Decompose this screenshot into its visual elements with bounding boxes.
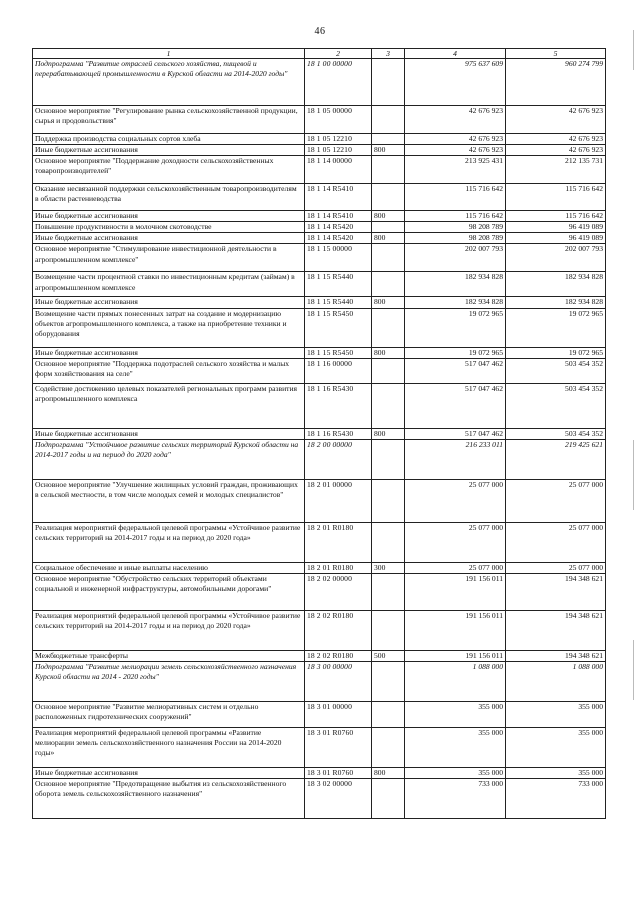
row-amount-year2-cell: 42 676 923 xyxy=(506,106,606,134)
table-row xyxy=(33,297,606,308)
row-amount-year1-cell: 25 077 000 xyxy=(405,562,506,573)
row-amount-year2-cell: 19 072 965 xyxy=(506,308,606,347)
row-amount-year1-cell: 517 047 462 xyxy=(405,428,506,439)
row-amount-year1-cell: 42 676 923 xyxy=(405,106,506,134)
table-row xyxy=(33,610,606,650)
table-row xyxy=(33,650,606,661)
row-expense-type-cell xyxy=(372,308,405,347)
table-row xyxy=(33,59,606,106)
table-row xyxy=(33,573,606,610)
row-amount-year2-cell: 503 454 352 xyxy=(506,428,606,439)
row-expense-type-cell xyxy=(372,573,405,610)
row-expense-type-cell xyxy=(372,156,405,184)
row-code-cell: 18 1 16 R5430 xyxy=(305,383,372,428)
row-name-cell: Иные бюджетные ассигнования xyxy=(33,297,305,308)
row-name-cell: Содействие достижению целевых показателей региональных программ развития агропромышленного комплекса xyxy=(33,383,305,428)
row-amount-year1-cell: 216 233 011 xyxy=(405,439,506,479)
row-amount-year1-cell: 115 716 642 xyxy=(405,184,506,211)
row-amount-year1-cell: 42 676 923 xyxy=(405,145,506,156)
table-header-row xyxy=(33,49,606,59)
row-code-cell: 18 2 01 R0180 xyxy=(305,522,372,562)
row-name-cell: Реализация мероприятий федеральной целевой программы «Развитие мелиорации земель сельскохозяйственного назначения России на 2014-2020 годы» xyxy=(33,727,305,767)
row-expense-type-cell: 800 xyxy=(372,767,405,778)
page-number: 46 xyxy=(314,26,326,37)
row-code-cell: 18 3 00 00000 xyxy=(305,661,372,701)
row-amount-year2-cell: 115 716 642 xyxy=(506,184,606,211)
row-code-cell: 18 1 05 12210 xyxy=(305,145,372,156)
scan-edge-mark xyxy=(633,640,634,700)
row-code-cell: 18 3 02 00000 xyxy=(305,779,372,819)
row-amount-year1-cell: 19 072 965 xyxy=(405,308,506,347)
row-expense-type-cell xyxy=(372,701,405,727)
row-name-cell: Поддержка производства социальных сортов хлеба xyxy=(33,134,305,145)
header-col-2: 2 xyxy=(305,49,372,59)
row-amount-year2-cell: 194 348 621 xyxy=(506,573,606,610)
row-amount-year1-cell: 115 716 642 xyxy=(405,211,506,222)
table-row xyxy=(33,211,606,222)
row-amount-year2-cell: 194 348 621 xyxy=(506,610,606,650)
table-row xyxy=(33,222,606,233)
row-expense-type-cell: 500 xyxy=(372,650,405,661)
row-amount-year1-cell: 19 072 965 xyxy=(405,347,506,358)
row-name-cell: Иные бюджетные ассигнования xyxy=(33,767,305,778)
row-name-cell: Иные бюджетные ассигнования xyxy=(33,347,305,358)
row-amount-year1-cell: 25 077 000 xyxy=(405,479,506,522)
row-amount-year1-cell: 202 007 793 xyxy=(405,244,506,272)
row-expense-type-cell: 800 xyxy=(372,233,405,244)
row-amount-year2-cell: 25 077 000 xyxy=(506,522,606,562)
row-code-cell: 18 1 14 00000 xyxy=(305,156,372,184)
row-amount-year2-cell: 355 000 xyxy=(506,727,606,767)
row-amount-year2-cell: 19 072 965 xyxy=(506,347,606,358)
row-code-cell: 18 2 02 R0180 xyxy=(305,610,372,650)
row-amount-year2-cell: 1 088 000 xyxy=(506,661,606,701)
row-name-cell: Возмещение части прямых понесенных затрат на создание и модернизацию объектов агропромышленного комплекса, а также на приобретение техники и оборудования xyxy=(33,308,305,347)
row-code-cell: 18 2 01 00000 xyxy=(305,479,372,522)
row-name-cell: Реализация мероприятий федеральной целевой программы «Устойчивое развитие сельских территорий на 2014-2017 годы и на период до 2020 года» xyxy=(33,522,305,562)
row-amount-year2-cell: 42 676 923 xyxy=(506,145,606,156)
row-amount-year1-cell: 42 676 923 xyxy=(405,134,506,145)
row-expense-type-cell xyxy=(372,610,405,650)
row-amount-year2-cell: 733 000 xyxy=(506,779,606,819)
row-name-cell: Иные бюджетные ассигнования xyxy=(33,211,305,222)
row-expense-type-cell xyxy=(372,779,405,819)
table-row xyxy=(33,522,606,562)
row-code-cell: 18 2 00 00000 xyxy=(305,439,372,479)
table-row xyxy=(33,562,606,573)
row-code-cell: 18 1 15 R5440 xyxy=(305,297,372,308)
row-name-cell: Основное мероприятие "Предотвращение выбытия из сельскохозяйственного оборота земель сельскохозяйственного назначения" xyxy=(33,779,305,819)
row-amount-year2-cell: 355 000 xyxy=(506,767,606,778)
row-name-cell: Основное мероприятие "Регулирование рынка сельскохозяйственной продукции, сырья и продовольствия" xyxy=(33,106,305,134)
row-expense-type-cell: 800 xyxy=(372,211,405,222)
row-code-cell: 18 3 01 R0760 xyxy=(305,727,372,767)
table-row xyxy=(33,244,606,272)
row-name-cell: Повышение продуктивности в молочном скотоводстве xyxy=(33,222,305,233)
row-expense-type-cell xyxy=(372,59,405,106)
row-code-cell: 18 1 14 R5420 xyxy=(305,233,372,244)
table-row xyxy=(33,347,606,358)
table-row xyxy=(33,308,606,347)
row-amount-year1-cell: 517 047 462 xyxy=(405,358,506,383)
row-name-cell: Иные бюджетные ассигнования xyxy=(33,428,305,439)
row-amount-year2-cell: 96 419 089 xyxy=(506,222,606,233)
row-amount-year1-cell: 1 088 000 xyxy=(405,661,506,701)
table-row xyxy=(33,233,606,244)
row-amount-year1-cell: 182 934 828 xyxy=(405,297,506,308)
row-amount-year1-cell: 191 156 011 xyxy=(405,573,506,610)
row-amount-year2-cell: 25 077 000 xyxy=(506,562,606,573)
row-code-cell: 18 1 14 R5420 xyxy=(305,222,372,233)
table-row xyxy=(33,383,606,428)
row-amount-year1-cell: 98 208 789 xyxy=(405,222,506,233)
row-amount-year1-cell: 98 208 789 xyxy=(405,233,506,244)
row-expense-type-cell xyxy=(372,272,405,297)
header-col-5: 5 xyxy=(506,49,606,59)
row-expense-type-cell xyxy=(372,479,405,522)
row-expense-type-cell xyxy=(372,383,405,428)
row-code-cell: 18 1 16 R5430 xyxy=(305,428,372,439)
table-row xyxy=(33,767,606,778)
scan-edge-mark xyxy=(633,30,634,70)
table-row xyxy=(33,439,606,479)
row-code-cell: 18 2 02 R0180 xyxy=(305,650,372,661)
row-name-cell: Социальное обеспечение и иные выплаты населению xyxy=(33,562,305,573)
row-expense-type-cell: 300 xyxy=(372,562,405,573)
row-code-cell: 18 2 02 00000 xyxy=(305,573,372,610)
row-code-cell: 18 1 14 R5410 xyxy=(305,184,372,211)
row-expense-type-cell xyxy=(372,439,405,479)
row-amount-year1-cell: 975 637 609 xyxy=(405,59,506,106)
row-amount-year1-cell: 213 925 431 xyxy=(405,156,506,184)
row-expense-type-cell: 800 xyxy=(372,145,405,156)
row-name-cell: Подпрограмма "Развитие мелиорации земель сельскохозяйственного назначения Курской области на 2014 - 2020 годы" xyxy=(33,661,305,701)
row-amount-year2-cell: 202 007 793 xyxy=(506,244,606,272)
row-expense-type-cell: 800 xyxy=(372,428,405,439)
table-row xyxy=(33,779,606,819)
header-col-3: 3 xyxy=(372,49,405,59)
row-amount-year2-cell: 212 135 731 xyxy=(506,156,606,184)
row-amount-year2-cell: 42 676 923 xyxy=(506,134,606,145)
row-amount-year1-cell: 517 047 462 xyxy=(405,383,506,428)
table-row xyxy=(33,701,606,727)
row-amount-year1-cell: 355 000 xyxy=(405,767,506,778)
table-row xyxy=(33,479,606,522)
row-name-cell: Подпрограмма "Развитие отраслей сельского хозяйства, пищевой и перерабатывающей промышленности в Курской области на 2014-2020 годы" xyxy=(33,59,305,106)
row-code-cell: 18 3 01 00000 xyxy=(305,701,372,727)
table-row xyxy=(33,134,606,145)
row-amount-year1-cell: 191 156 011 xyxy=(405,650,506,661)
row-code-cell: 18 1 15 R5450 xyxy=(305,347,372,358)
row-code-cell: 18 2 01 R0180 xyxy=(305,562,372,573)
row-name-cell: Иные бюджетные ассигнования xyxy=(33,233,305,244)
row-name-cell: Основное мероприятие "Обустройство сельских территорий объектами социальной и инженерной инфраструктуры, автомобильными дорогами" xyxy=(33,573,305,610)
row-expense-type-cell xyxy=(372,727,405,767)
row-code-cell: 18 3 01 R0760 xyxy=(305,767,372,778)
row-expense-type-cell: 800 xyxy=(372,297,405,308)
row-amount-year2-cell: 194 348 621 xyxy=(506,650,606,661)
row-code-cell: 18 1 05 12210 xyxy=(305,134,372,145)
row-expense-type-cell xyxy=(372,358,405,383)
row-amount-year2-cell: 219 425 621 xyxy=(506,439,606,479)
row-amount-year1-cell: 355 000 xyxy=(405,727,506,767)
table-body xyxy=(33,59,606,819)
row-amount-year1-cell: 191 156 011 xyxy=(405,610,506,650)
row-name-cell: Основное мероприятие "Развитие мелиоративных систем и отдельно расположенных гидротехнических сооружений" xyxy=(33,701,305,727)
row-amount-year1-cell: 355 000 xyxy=(405,701,506,727)
budget-table xyxy=(32,48,606,819)
header-col-1: 1 xyxy=(33,49,305,59)
table-row xyxy=(33,428,606,439)
row-code-cell: 18 1 05 00000 xyxy=(305,106,372,134)
table-row xyxy=(33,661,606,701)
row-code-cell: 18 1 00 00000 xyxy=(305,59,372,106)
row-name-cell: Основное мероприятие "Стимулирование инвестиционной деятельности в агропромышленном комплексе" xyxy=(33,244,305,272)
row-expense-type-cell xyxy=(372,244,405,272)
row-expense-type-cell: 800 xyxy=(372,347,405,358)
row-amount-year2-cell: 96 419 089 xyxy=(506,233,606,244)
row-amount-year2-cell: 503 454 352 xyxy=(506,358,606,383)
row-name-cell: Межбюджетные трансферты xyxy=(33,650,305,661)
row-name-cell: Основное мероприятие "Поддержание доходности сельскохозяйственных товаропроизводителей" xyxy=(33,156,305,184)
header-col-4: 4 xyxy=(405,49,506,59)
row-amount-year2-cell: 182 934 828 xyxy=(506,272,606,297)
row-amount-year2-cell: 960 274 799 xyxy=(506,59,606,106)
row-amount-year2-cell: 182 934 828 xyxy=(506,297,606,308)
row-amount-year1-cell: 733 000 xyxy=(405,779,506,819)
row-name-cell: Основное мероприятие "Улучшение жилищных условий граждан, проживающих в сельской местности, в том числе молодых семей и молодых специалистов" xyxy=(33,479,305,522)
row-expense-type-cell xyxy=(372,522,405,562)
row-code-cell: 18 1 16 00000 xyxy=(305,358,372,383)
table-row xyxy=(33,184,606,211)
row-amount-year2-cell: 503 454 352 xyxy=(506,383,606,428)
table-row xyxy=(33,727,606,767)
row-name-cell: Оказание несвязанной поддержки сельскохозяйственным товаропроизводителям в области растениеводства xyxy=(33,184,305,211)
table-row xyxy=(33,156,606,184)
row-code-cell: 18 1 15 00000 xyxy=(305,244,372,272)
row-amount-year1-cell: 182 934 828 xyxy=(405,272,506,297)
row-code-cell: 18 1 15 R5440 xyxy=(305,272,372,297)
table-row xyxy=(33,358,606,383)
row-amount-year1-cell: 25 077 000 xyxy=(405,522,506,562)
row-amount-year2-cell: 25 077 000 xyxy=(506,479,606,522)
row-code-cell: 18 1 15 R5450 xyxy=(305,308,372,347)
row-name-cell: Возмещение части процентной ставки по инвестиционным кредитам (займам) в агропромышленном комплексе xyxy=(33,272,305,297)
table-row xyxy=(33,145,606,156)
row-name-cell: Реализация мероприятий федеральной целевой программы «Устойчивое развитие сельских территорий на 2014-2017 годы и на период до 2020 года» xyxy=(33,610,305,650)
row-expense-type-cell xyxy=(372,222,405,233)
table-row xyxy=(33,272,606,297)
row-code-cell: 18 1 14 R5410 xyxy=(305,211,372,222)
row-expense-type-cell xyxy=(372,106,405,134)
row-name-cell: Иные бюджетные ассигнования xyxy=(33,145,305,156)
row-expense-type-cell xyxy=(372,661,405,701)
scan-edge-mark xyxy=(633,440,634,510)
table-row xyxy=(33,106,606,134)
row-expense-type-cell xyxy=(372,184,405,211)
row-amount-year2-cell: 355 000 xyxy=(506,701,606,727)
row-amount-year2-cell: 115 716 642 xyxy=(506,211,606,222)
row-expense-type-cell xyxy=(372,134,405,145)
row-name-cell: Основное мероприятие "Поддержка подотраслей сельского хозяйства и малых форм хозяйствования на селе" xyxy=(33,358,305,383)
row-name-cell: Подпрограмма "Устойчивое развитие сельских территорий Курской области на 2014-2017 годы и на период до 2020 года" xyxy=(33,439,305,479)
